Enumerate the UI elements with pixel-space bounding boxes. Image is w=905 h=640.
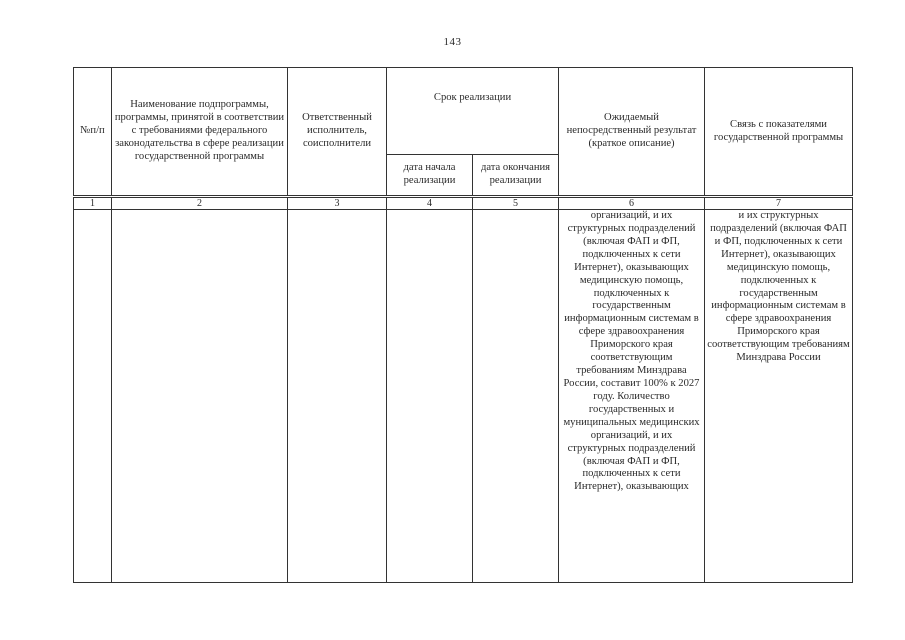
header-end-date: дата окончания реализации [473,155,559,197]
cell-number [74,210,112,583]
header-row-1 [74,68,853,155]
column-number: 2 [112,197,288,210]
cell-end-date [473,210,559,583]
header-number: №п/п [74,68,112,197]
header-period: Срок реализации [387,68,559,155]
column-number: 3 [288,197,387,210]
column-number: 1 [74,197,112,210]
column-number: 4 [387,197,473,210]
program-table [73,67,853,583]
header-responsible: Ответственный исполнитель, соисполнители [288,68,387,197]
column-number: 7 [705,197,853,210]
cell-indicator-link: и их структурных подразделений (включая ФАП и ФП, подключенных к сети Интернет), оказывающих медицинскую помощь, подключенных к государственным информационным системам в сфере здравоохранения Приморского края соответствующим требованиям Минздрава России [705,210,853,583]
page-number: 143 [443,36,462,48]
cell-subprogram-name [112,210,288,583]
header-subprogram-name: Наименование подпрограммы, программы, принятой в соответствии с требованиями федерального законодательства в сфере реализации государственной программы [112,68,288,197]
column-number: 5 [473,197,559,210]
header-start-date: дата начала реализации [387,155,473,197]
column-number: 6 [559,197,705,210]
cell-start-date [387,210,473,583]
cell-responsible [288,210,387,583]
cell-expected-result: организаций, и их структурных подразделений (включая ФАП и ФП, подключенных к сети Интернет), оказывающих медицинскую помощь, подключенных к государственным информационным системам в сфере здравоохранения Приморского края соответствующим требованиям Минздрава России, составит 100% к 2027 году. Количество государственных и муниципальных медицинских организаций, и их структурных подразделений (включая ФАП и ФП, подключенных к сети Интернет), оказывающих [559,210,705,583]
column-number-row [74,197,853,210]
header-indicator-link: Связь с показателями государственной программы [705,68,853,197]
table-row [74,210,853,583]
header-expected-result: Ожидаемый непосредственный результат (краткое описание) [559,68,705,197]
